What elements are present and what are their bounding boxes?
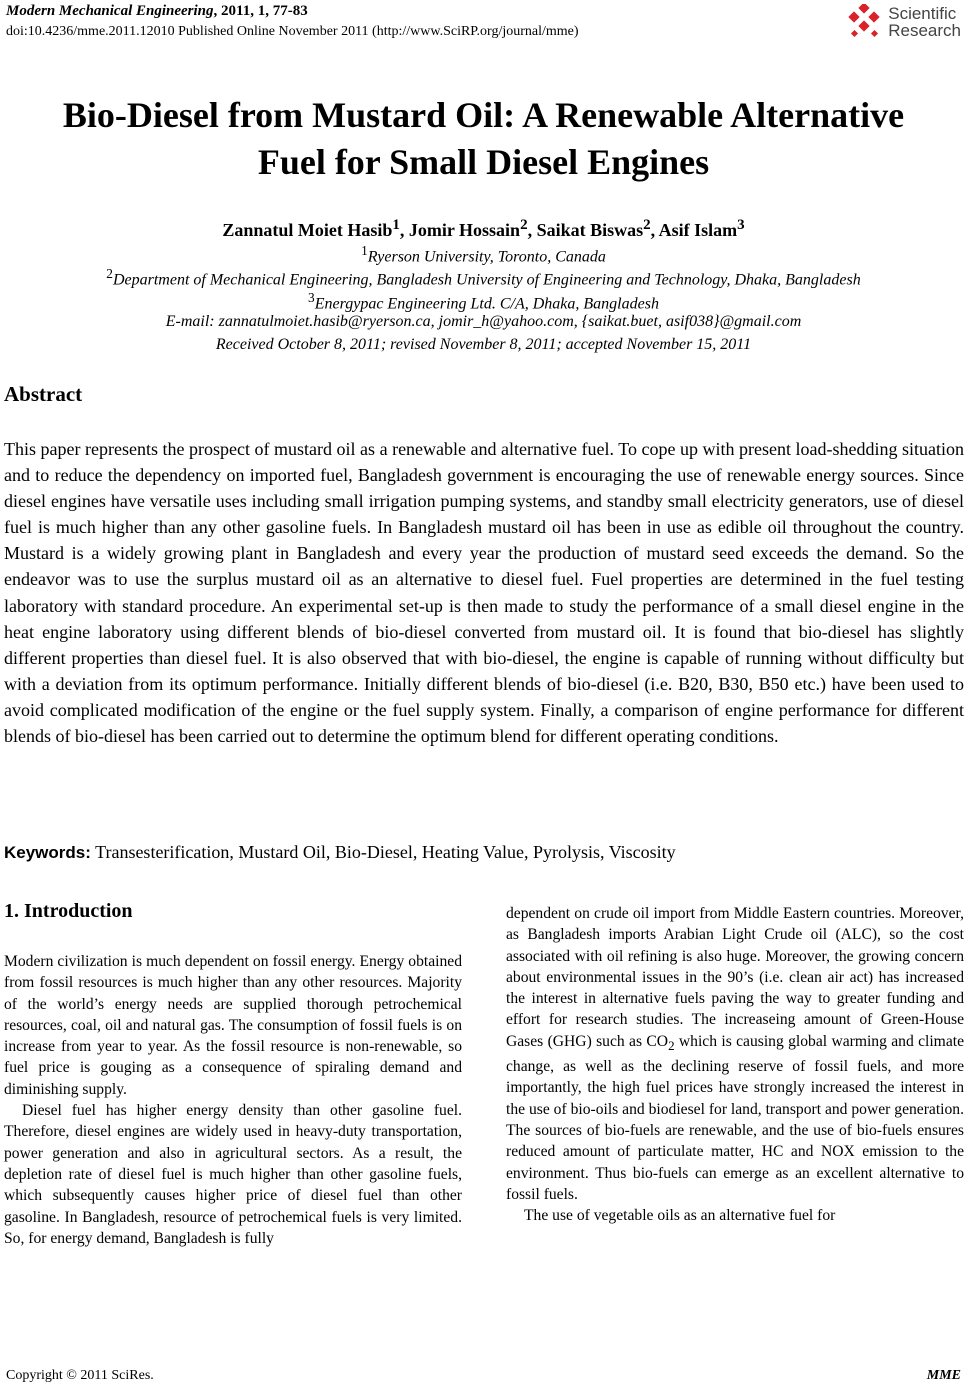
keywords — [4, 842, 676, 863]
received-dates: Received October 8, 2011; revised November 8, 2011; accepted November 15, 2011 — [215, 336, 752, 353]
logo-text: Scientific Research — [888, 4, 961, 40]
abstract-text: This paper represents the prospect of mustard oil as a renewable and alternative fuel. To cope up with present load-shedding situation and to reduce the dependency on imported fuel, Bangladesh government is encouraging the use of renewable energy sources. Since diesel engines have versatile uses including small irrigation pumping systems, and standby small electricity generators, use of diesel fuel is much higher than any other gasoline fuels. In Bangladesh mustard oil has been in use as edible oil throughout the country. Mustard is a widely growing plant in Bangladesh and every year the production of mustard seed exceeds the demand. So the endeavor was to use the surplus mustard oil as an alternative to diesel fuel. Fuel properties are determined in the fuel testing laboratory with standard procedure. An experimental set-up is then made to study the performance of a small diesel engine in the heat engine laboratory using different blends of bio-diesel converted from mustard oil. It is found that bio-diesel has slightly different properties than diesel fuel. It is also observed that with bio-diesel, the engine is capable of running without difficulty but with a deviation from its optimum performance. Initially different blends of bio-diesel (i.e. B20, B30, B50 etc.) have been used to avoid complicated modification of the engine or the fuel supply system. Finally, a comparison of engine performance for different blends of bio-diesel has been carried out to determine the optimum blend for different operating conditions. — [4, 439, 964, 747]
right-column — [506, 903, 964, 1227]
affiliation-1: $^1$Ryerson University, Toronto, Canada — [361, 243, 606, 266]
author-emails: E-mail: zannatulmoiet.hasib@ryerson.ca, jomir_h@yahoo.com, {saikat.buet, asif038}@gmail.com — [165, 313, 802, 330]
journal-issue: , 2011, 1, 77-83 — [213, 3, 308, 19]
keywords-label: Keywords: — [4, 843, 91, 862]
copyright: Copyright © 2011 SciRes. — [6, 1368, 154, 1383]
affiliation-3: $^3$Energypac Engineering Ltd. C/A, Dhaka, Bangladesh — [308, 290, 659, 313]
publisher-logo — [846, 4, 961, 40]
journal-name: Modern Mechanical Engineering — [6, 3, 214, 19]
abstract-heading: Abstract — [4, 382, 83, 406]
paragraph: dependent on crude oil import from Middle Eastern countries. Moreover, as Bangladesh imports Arabian Light Crude oil (ALC), so the cost associated with oil refining is also huge. Moreover, the growing concern about environmental issues in the 90’s (i.e. clean air act) has increased the interest in alternative fuels paving the way to greater funding and effort for research studies. The increaseing amount of Green-House Gases (GHG) such as $CO_2$ which is causing global warming and climate change, as well as the declining reserve of fossil fuels, and more importantly, the high fuel prices have strongly increased the interest in the use of bio-oils and biodiesel for land, transport and power generation. The sources of bio-fuels are renewable, and the use of bio-fuels ensures reduced amount of particulate matter, HC and NOX emission to the environment. Thus bio-fuels can emerge as an excellent alternative to fossil fuels. — [506, 905, 964, 1203]
paragraph: The use of vegetable oils as an alternative fuel for — [524, 1207, 836, 1225]
section-heading-introduction: 1. Introduction — [4, 900, 133, 922]
left-column — [4, 951, 462, 1249]
paper-title: Bio-Diesel from Mustard Oil: A Renewable Alternative Fuel for Small Diesel Engines — [62, 95, 905, 182]
page-footer — [6, 1368, 961, 1384]
keywords-list: Transesterification, Mustard Oil, Bio-Diesel, Heating Value, Pyrolysis, Viscosity — [90, 842, 676, 862]
affiliation-2: $^2$Department of Mechanical Engineering, Bangladesh University of Engineering and Technology, Dhaka, Bangladesh — [106, 266, 861, 289]
author-list: Zannatul Moiet Hasib$^1$, Jomir Hossain$^2$, Saikat Biswas$^2$, Asif Islam$^3$ — [222, 217, 745, 240]
running-header — [6, 3, 308, 20]
logo-dots-icon — [846, 4, 884, 40]
doi-line: doi:10.4236/mme.2011.12010 Published Online November 2011 (http://www.SciRP.org/journal/mme) — [6, 24, 579, 39]
paragraph: Diesel fuel has higher energy density than other gasoline fuel. Therefore, diesel engines are widely used in heavy-duty transportation, power generation and also in agricultural sectors. As a result, the depletion rate of diesel fuel is much higher than other gasoline fuels, which subsequently causes higher price of diesel fuel than other gasoline. In Bangladesh, resource of petrochemical fuels is very limited. So, for energy demand, Bangladesh is fully — [4, 1102, 462, 1247]
paragraph: Modern civilization is much dependent on fossil energy. Energy obtained from fossil resources is much higher than any other resources. Majority of the world’s energy needs are supplied thorough petrochemical resources, coal, oil and natural gas. The consumption of fossil fuels is on increase from year to year. As the fossil resource is non-renewable, so fuel price is gouging as a consequence of spiraling demand and diminishing supply. — [4, 953, 462, 1098]
footer-journal: MME — [926, 1368, 961, 1383]
